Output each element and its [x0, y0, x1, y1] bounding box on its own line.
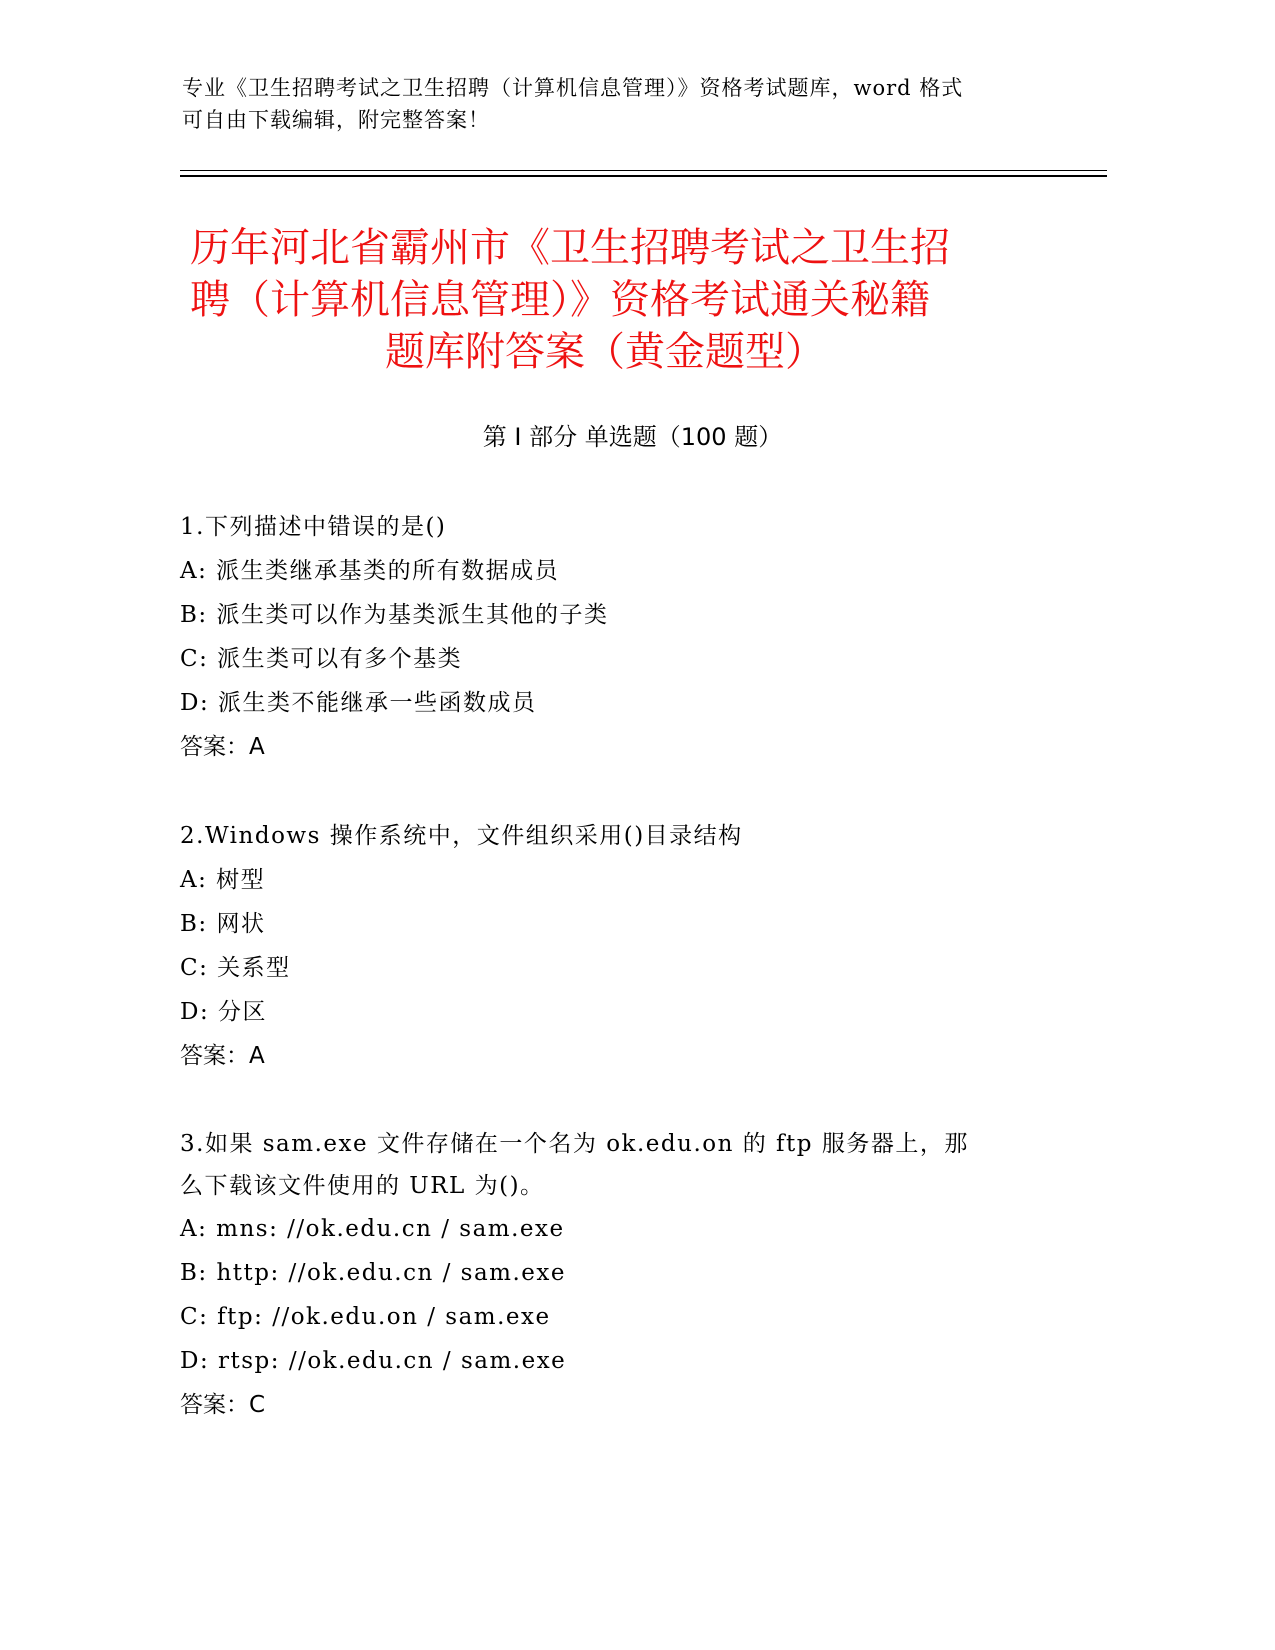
question-item	[180, 1123, 1040, 1427]
header-note-line: 可自由下载编辑，附完整答案！	[182, 108, 490, 132]
option-b: B: http: //ok.edu.cn / sam.exe	[180, 1260, 566, 1286]
question-list	[180, 505, 1040, 1472]
answer-key: 答案：A	[180, 1043, 265, 1069]
header-note-line: 专业《卫生招聘考试之卫生招聘（计算机信息管理）》资格考试题库，word 格式	[182, 76, 964, 100]
option-b: B: 网状	[180, 911, 266, 937]
option-c: C: ftp: //ok.edu.on / sam.exe	[180, 1304, 551, 1330]
option-d: D: rtsp: //ok.edu.cn / sam.exe	[180, 1348, 567, 1374]
option-a: A: 派生类继承基类的所有数据成员	[180, 558, 560, 584]
section-heading: 第 I 部分 单选题（100 题）	[482, 423, 783, 451]
question-stem: 么下载该文件使用的 URL 为()。	[180, 1173, 545, 1199]
option-a: A: 树型	[180, 867, 266, 893]
title-line: 聘（计算机信息管理）》资格考试通关秘籍	[190, 277, 930, 323]
header-divider	[180, 170, 1107, 171]
answer-key: 答案：C	[180, 1392, 266, 1418]
question-stem: 1.下列描述中错误的是()	[180, 514, 447, 540]
option-a: A: mns: //ok.edu.cn / sam.exe	[180, 1216, 565, 1242]
header-divider	[180, 175, 1107, 177]
option-d: D: 派生类不能继承一些函数成员	[180, 690, 537, 716]
option-c: C: 关系型	[180, 955, 291, 981]
title-line: 题库附答案（黄金题型）	[385, 329, 825, 375]
option-b: B: 派生类可以作为基类派生其他的子类	[180, 602, 609, 628]
question-stem: 3.如果 sam.exe 文件存储在一个名为 ok.edu.on 的 ftp 服务器上，那	[180, 1131, 969, 1157]
option-d: D: 分区	[180, 999, 268, 1025]
option-c: C: 派生类可以有多个基类	[180, 646, 463, 672]
title-line: 历年河北省霸州市《卫生招聘考试之卫生招	[190, 225, 950, 271]
answer-key: 答案：A	[180, 734, 265, 760]
question-item	[180, 814, 1040, 1078]
document-title	[190, 222, 1090, 378]
question-item	[180, 505, 1040, 769]
question-stem: 2.Windows 操作系统中，文件组织采用()目录结构	[180, 823, 743, 849]
header-note	[182, 72, 1062, 136]
